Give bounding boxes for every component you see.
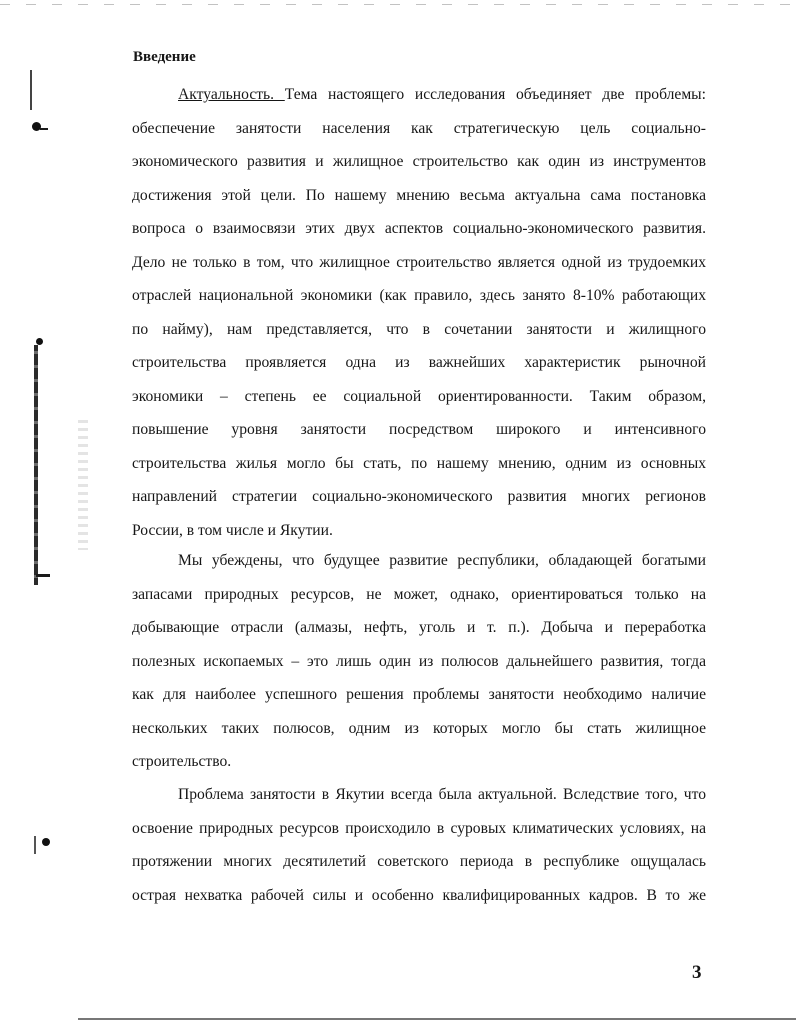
paragraph-line: Актуальность. Тема настоящего исследования объединяет две проблемы: [178, 86, 706, 103]
paragraph-line: Мы убеждены, что будущее развитие республики, обладающей богатыми [178, 552, 706, 569]
binder-mark-top [30, 70, 32, 110]
paragraph-line: как для наиболее успешного решения проблемы занятости необходимо наличие [132, 686, 706, 703]
paragraph-line: экономического развития и жилищное строительство как один из инструментов [132, 153, 706, 170]
paragraph-line: строительство. [132, 753, 232, 770]
paragraph-line: по найму), нам представляется, что в сочетании занятости и жилищного [132, 320, 706, 338]
paragraph-line: повышение уровня занятости посредством широкого и интенсивного [132, 421, 706, 438]
binder-mark-3 [34, 836, 36, 854]
paragraph-line: острая нехватка рабочей силы и особенно квалифицированных кадров. В то же [132, 886, 706, 904]
paragraph-line: добывающие отрасли (алмазы, нефть, уголь и т. п.). Добыча и переработка [132, 619, 706, 636]
paragraph-3 [132, 778, 706, 912]
paragraph-line: строительства жилья могло бы стать, по нашему мнению, одним из основных [132, 454, 706, 472]
paragraph-line: полезных ископаемых – это лишь один из полюсов дальнейшего развития, тогда [132, 652, 706, 670]
section-heading: Введение [133, 49, 196, 65]
paragraph-2 [132, 544, 706, 779]
paragraph-line: Проблема занятости в Якутии всегда была актуальной. Вследствие того, что [178, 786, 706, 803]
paragraph-line: запасами природных ресурсов, не может, однако, ориентироваться только на [132, 585, 706, 603]
binder-hole-3 [42, 838, 50, 846]
binder-strip [34, 345, 38, 585]
scan-edge-bottom [78, 1018, 796, 1020]
keyword-underlined: Актуальность. [178, 86, 285, 103]
paragraph-line: строительства проявляется одна из важнейших характеристик рыночной [132, 354, 706, 371]
paragraph-line: Дело не только в том, что жилищное строительство является одной из трудоемких [132, 253, 706, 271]
paragraph-line: экономики – степень ее социальной ориентированности. Таким образом, [132, 387, 706, 405]
paragraph-line: достижения этой цели. По нашему мнению весьма актуальна сама постановка [132, 186, 706, 204]
binder-hole-2 [36, 338, 43, 345]
scan-edge-top [0, 4, 796, 5]
paragraph-line: России, в том числе и Якутии. [132, 521, 333, 539]
page-number: 3 [692, 962, 702, 983]
paragraph-line: направлений стратегии социально-экономического развития многих регионов [132, 488, 706, 505]
paragraph-line: освоение природных ресурсов происходило в суровых климатических условиях, на [132, 819, 706, 837]
binder-mark-2 [36, 574, 50, 577]
scan-faint-strip [78, 420, 88, 550]
paragraph-line: нескольких таких полюсов, одним из которых могло бы стать жилищное [132, 719, 706, 737]
paragraph-line: протяжении многих десятилетий советского периода в республике ощущалась [132, 853, 706, 870]
binder-mark-1 [40, 128, 48, 130]
paragraph-line: отраслей национальной экономики (как правило, здесь занято 8-10% работающих [132, 287, 706, 304]
paragraph-1 [132, 78, 706, 547]
paragraph-line: обеспечение занятости населения как стратегическую цель социально- [132, 119, 706, 137]
paragraph-line: вопроса о взаимосвязи этих двух аспектов социально-экономического развития. [132, 220, 706, 237]
